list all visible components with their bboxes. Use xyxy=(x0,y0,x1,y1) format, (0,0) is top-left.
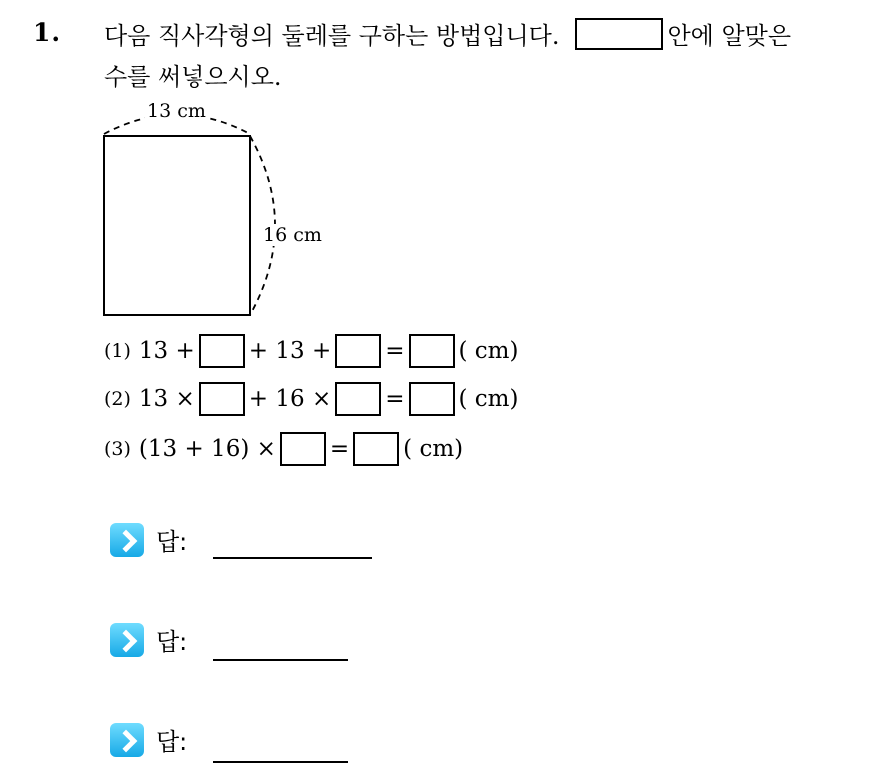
answer-blank-box[interactable] xyxy=(280,432,326,466)
answer-line-3[interactable] xyxy=(213,761,348,763)
answer-blank-box[interactable] xyxy=(409,382,455,416)
equation-term: ( cm) xyxy=(458,386,519,412)
answer-row-3 xyxy=(110,722,187,757)
answer-line-2[interactable] xyxy=(213,659,348,661)
equation-2 xyxy=(104,382,520,416)
equation-term: + 16 × xyxy=(248,386,332,412)
equation-term: + 13 + xyxy=(248,338,332,364)
answer-label: 답: xyxy=(156,528,188,556)
equation-term: (13 + 16) × xyxy=(138,436,276,462)
equation-3 xyxy=(104,432,465,466)
equation-term: = xyxy=(385,386,405,412)
equation-number: (3) xyxy=(104,438,131,460)
width-label: 13 cm xyxy=(147,100,206,122)
question-text-before-box: 다음 직사각형의 둘레를 구하는 방법입니다. xyxy=(104,22,560,50)
equation-term: = xyxy=(385,338,405,364)
answer-blank-box[interactable] xyxy=(335,382,381,416)
arrow-right-icon xyxy=(110,523,144,557)
equation-term: = xyxy=(329,436,350,462)
answer-blank-box[interactable] xyxy=(409,334,455,368)
equation-term: ( cm) xyxy=(458,338,519,364)
answer-blank-box[interactable] xyxy=(199,382,245,416)
answer-blank-box[interactable] xyxy=(199,334,245,368)
equation-term: 13 + xyxy=(138,338,195,364)
answer-blank-box[interactable] xyxy=(353,432,399,466)
equation-number: (1) xyxy=(104,340,131,362)
question-number: 1. xyxy=(33,18,62,47)
equation-1 xyxy=(104,334,520,368)
equation-number: (2) xyxy=(104,388,131,410)
answer-line-1[interactable] xyxy=(213,557,372,559)
answer-row-1 xyxy=(110,522,187,557)
rectangle-shape xyxy=(104,136,250,315)
answer-row-2 xyxy=(110,622,187,657)
arrow-right-icon xyxy=(110,623,144,657)
question-text-after-box: 안에 알맞은 xyxy=(667,22,792,50)
equation-term: ( cm) xyxy=(403,436,464,462)
question-text-line-2: 수를 써넣으시오. xyxy=(104,63,282,91)
arrow-right-icon xyxy=(110,723,144,757)
answer-label: 답: xyxy=(156,728,188,756)
answer-blank-box[interactable] xyxy=(335,334,381,368)
height-label: 16 cm xyxy=(263,224,322,246)
equation-term: 13 × xyxy=(138,386,195,412)
answer-label: 답: xyxy=(156,628,188,656)
